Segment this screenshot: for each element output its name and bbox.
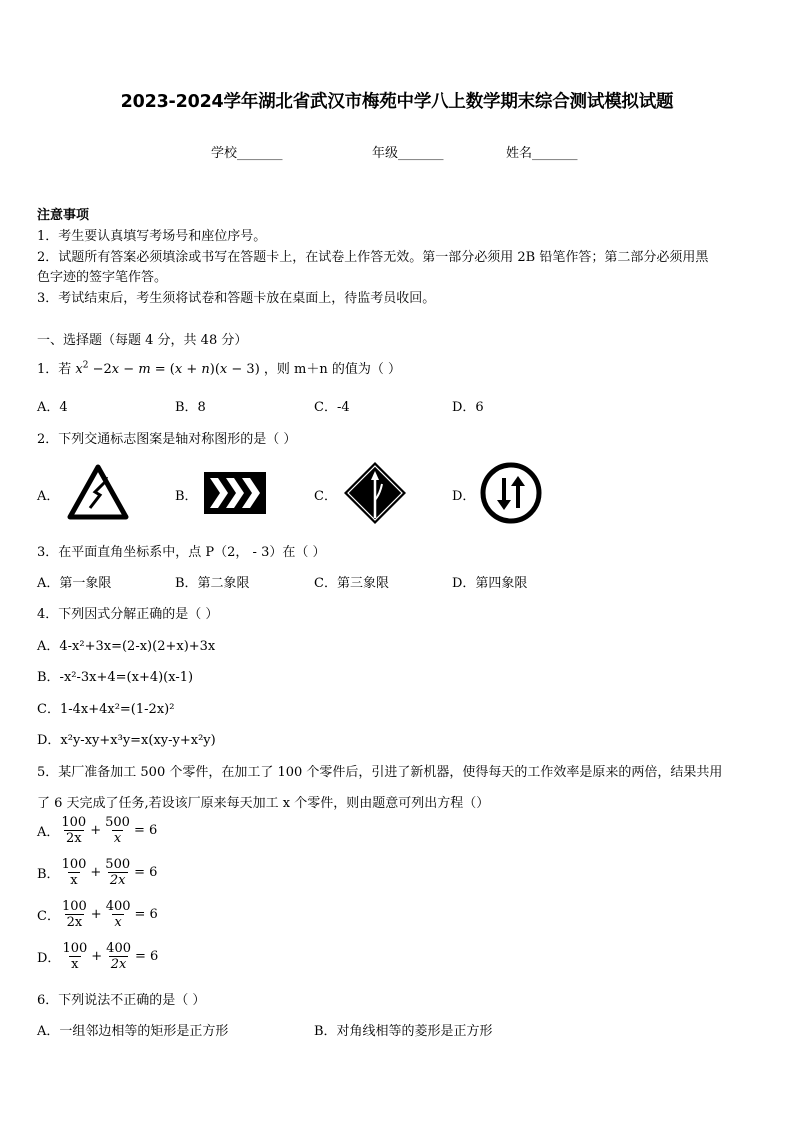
option-d[interactable] — [37, 941, 160, 972]
chevron-arrows-sign-icon[interactable] — [204, 472, 266, 514]
fraction: $\frac{400}{x}$ — [105, 899, 131, 930]
fraction: $\frac{100}{2x}$ — [61, 815, 87, 846]
option-d[interactable]: D．6 — [452, 400, 484, 415]
plus-sign: + — [90, 865, 102, 880]
plus-sign: + — [91, 949, 103, 964]
notice-item: 2．试题所有答案必须填涂或书写在答题卡上，在试卷上作答无效。第一部分必须用 2B 铅笔作答；第二部分必须用黑 — [37, 250, 709, 265]
section-heading: 一、选择题（每题 4 分，共 48 分） — [37, 333, 248, 348]
question-1-suffix: ，则 m＋n 的值为（ ） — [263, 362, 402, 377]
option-a[interactable]: A．4-x²+3x=(2-x)(2+x)+3x — [37, 639, 216, 654]
option-d[interactable]: D．x²y-xy+x³y=x(xy-y+x²y) — [37, 733, 216, 748]
option-a-label[interactable]: A． — [37, 489, 60, 504]
equation-rhs: = 6 — [135, 949, 159, 964]
two-way-arrows-circle-sign-icon[interactable] — [480, 462, 542, 524]
equation-rhs: = 6 — [133, 823, 158, 838]
option-c[interactable]: C．-4 — [314, 400, 350, 415]
name-field[interactable]: 姓名_______ — [506, 146, 578, 161]
question-4: 4．下列因式分解正确的是（ ） — [37, 607, 219, 622]
option-c-label[interactable]: C． — [314, 489, 337, 504]
plus-sign: + — [90, 907, 102, 922]
question-1 — [37, 358, 401, 377]
school-field[interactable]: 学校_______ — [211, 146, 283, 161]
option-b[interactable] — [37, 857, 159, 888]
option-b[interactable]: B．-x²-3x+4=(x+4)(x-1) — [37, 670, 194, 685]
fraction: $\frac{400}{2x}$ — [106, 941, 131, 972]
option-d-label[interactable]: D． — [452, 489, 476, 504]
option-a[interactable]: A．4 — [37, 400, 68, 415]
option-c[interactable]: C．1-4x+4x²=(1-2x)² — [37, 702, 175, 717]
question-6: 6．下列说法不正确的是（ ） — [37, 993, 206, 1008]
fraction: $\frac{500}{2x}$ — [105, 857, 131, 888]
option-c[interactable] — [37, 899, 160, 930]
merge-lane-diamond-sign-icon[interactable] — [342, 460, 408, 526]
fraction: $\frac{100}{2x}$ — [61, 899, 87, 930]
question-1-equation: $x^2 -2x - m = (x + n)(x - 3)$ — [75, 360, 264, 377]
fraction: $\frac{100}{x}$ — [61, 857, 87, 888]
grade-field[interactable]: 年级_______ — [372, 146, 444, 161]
option-b-label[interactable]: B． — [175, 489, 198, 504]
fraction: $\frac{500}{x}$ — [105, 815, 130, 846]
option-label: B． — [37, 867, 60, 882]
question-5-line-2: 了 6 天完成了任务,若设该厂原来每天加工 x 个零件，则由题意可列出方程（） — [37, 796, 490, 811]
option-a[interactable] — [37, 815, 159, 846]
option-b[interactable]: B．8 — [175, 400, 206, 415]
question-2: 2．下列交通标志图案是轴对称图形的是（ ） — [37, 432, 297, 447]
option-b[interactable]: B．对角线相等的菱形是正方形 — [314, 1024, 493, 1039]
equation-rhs: = 6 — [134, 907, 158, 922]
option-label: D． — [37, 951, 61, 966]
option-b[interactable]: B．第二象限 — [175, 576, 250, 591]
option-d[interactable]: D．第四象限 — [452, 576, 528, 591]
option-label: A． — [37, 825, 60, 840]
equation-rhs: = 6 — [134, 865, 158, 880]
option-label: C． — [37, 909, 60, 924]
notice-heading: 注意事项 — [37, 208, 90, 223]
fraction: $\frac{100}{x}$ — [62, 941, 88, 972]
option-a[interactable]: A．第一象限 — [37, 576, 112, 591]
question-5-line-1: 5．某厂准备加工 500 个零件，在加工了 100 个零件后，引进了新机器，使得每天的工作效率是原来的两倍，结果共用 — [37, 765, 723, 780]
notice-item: 色字迹的签字笔作答。 — [37, 270, 168, 285]
plus-sign: + — [90, 823, 102, 838]
notice-item: 3．考试结束后，考生须将试卷和答题卡放在桌面上，待监考员收回。 — [37, 291, 436, 306]
question-1-prefix: 1．若 — [37, 362, 72, 377]
page-title: 2023-2024学年湖北省武汉市梅苑中学八上数学期末综合测试模拟试题 — [120, 92, 674, 112]
question-3: 3．在平面直角坐标系中，点 P（2， - 3）在（ ） — [37, 545, 326, 560]
option-a[interactable]: A．一组邻边相等的矩形是正方形 — [37, 1024, 229, 1039]
option-c[interactable]: C．第三象限 — [314, 576, 389, 591]
notice-item: 1．考生要认真填写考场号和座位序号。 — [37, 229, 267, 244]
zigzag-road-sign-icon[interactable] — [67, 464, 129, 520]
